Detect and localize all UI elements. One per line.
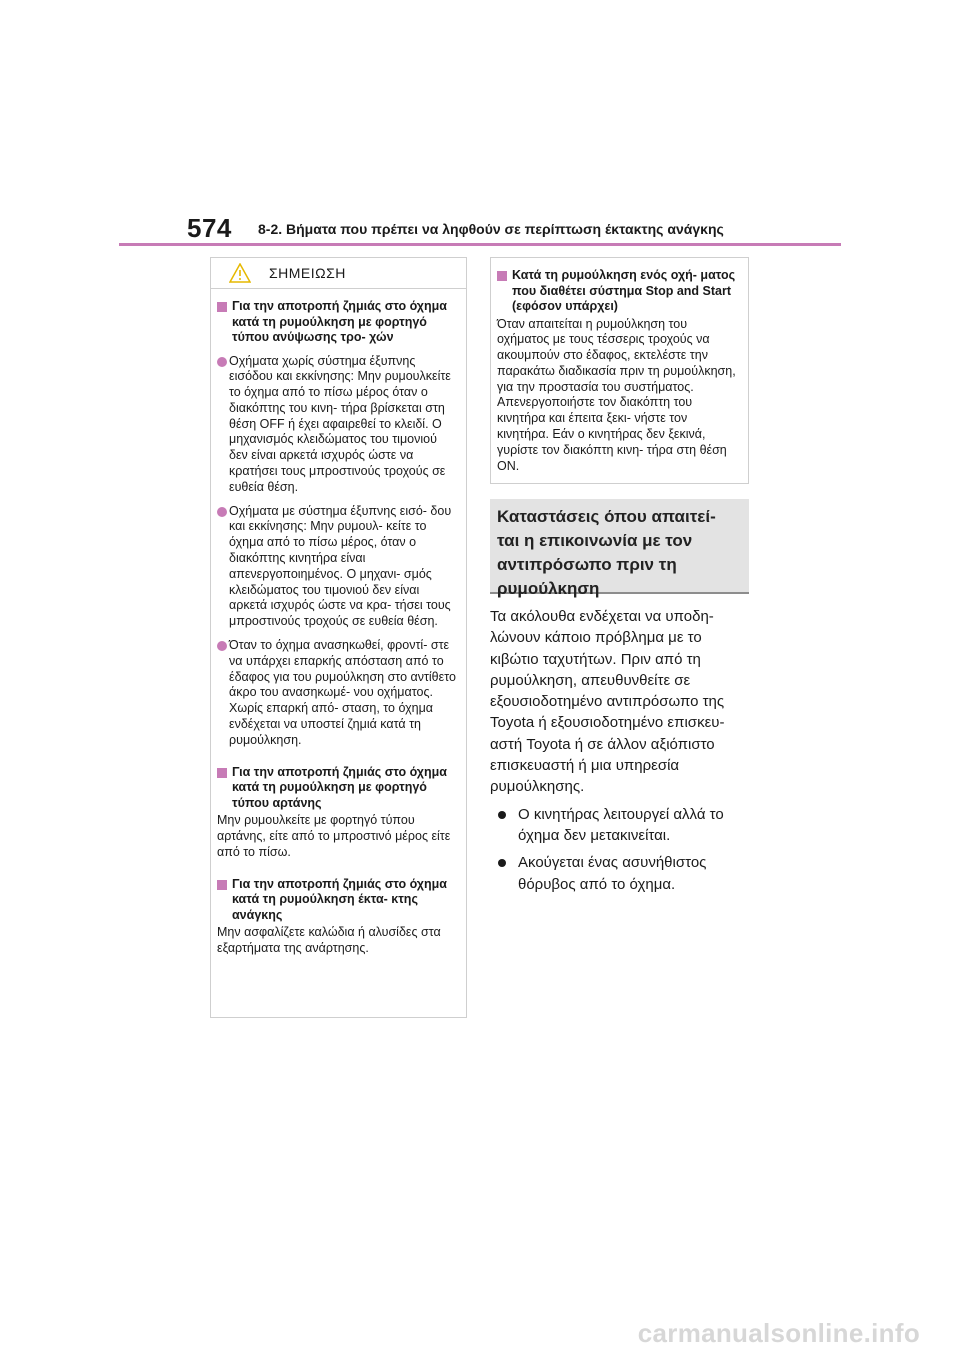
note-label: ΣΗΜΕΙΩΣΗ — [269, 265, 346, 281]
note-paragraph: Μην ασφαλίζετε καλώδια ή αλυσίδες στα εξαρτήματα της ανάρτησης. — [217, 925, 441, 955]
page-number: 574 — [187, 213, 232, 243]
note-paragraph: Μην ρυμουλκείτε με φορτηγό τύπου αρτάνης, είτε από το μπροστινό μέρος είτε από το πίσω. — [217, 813, 451, 859]
square-bullet-icon — [217, 768, 227, 778]
bullet-icon — [498, 811, 506, 819]
note-section-heading: Κατά τη ρυμούλκηση ενός οχή- ματος που διαθέτει σύστημα Stop and Start (εφόσον υπάρχει) — [497, 268, 740, 315]
right-column — [490, 257, 749, 895]
note-section-heading: Για την αποτροπή ζημιάς στο όχημα κατά τη ρυμούλκηση έκτα- κτης ανάγκης — [217, 877, 458, 924]
watermark: carmanualsonline.info — [637, 1318, 920, 1348]
square-bullet-icon — [497, 271, 507, 281]
circle-bullet-icon — [217, 641, 227, 651]
list-item: Ο κινητήρας λειτουργεί αλλά το όχημα δεν μετακινείται. — [490, 804, 749, 847]
note-box — [210, 257, 467, 1018]
stop-start-note — [490, 257, 749, 484]
note-bullet-item: Όταν το όχημα ανασηκωθεί, φροντί- στε να υπάρχει επαρκής απόσταση από το έδαφος για του ρυμούλκηση στο αντίθετο άκρο του ανασηκωμέ- νου οχήματος. Χωρίς επαρκή από- σταση, το όχημα ενδέχεται να υποστεί ζημιά κατά τη ρυμούλκηση. — [217, 638, 458, 749]
circle-bullet-icon — [217, 357, 227, 367]
note-section-heading: Για την αποτροπή ζημιάς στο όχημα κατά τη ρυμούλκηση με φορτηγό τύπου ανύψωσης τρο- χών — [217, 299, 458, 346]
bullet-icon — [498, 859, 506, 867]
section-header-title: 8-2. Βήματα που πρέπει να ληφθούν σε περίπτωση έκτακτης ανάγκης — [258, 221, 724, 237]
note-paragraph: Όταν απαιτείται η ρυμούλκηση του οχήματος με τους τέσσερις τροχούς να ακουμπούν στο έδαφος, εκτελέστε την παρακάτω διαδικασία πριν τη ρυμούλκηση, για την προστασία του συστήματος. Απενεργοποιήστε τον διακόπτη του κινητήρα και έπειτα ξεκι- νήστε τον κινητήρα. Εάν ο κινητήρας δεν ξεκινά, γυρίστε τον διακόπτη κινη- τήρα στη θέση ON. — [497, 316, 736, 473]
note-header — [211, 258, 466, 289]
section-heading-box — [490, 499, 749, 598]
note-section-heading: Για την αποτροπή ζημιάς στο όχημα κατά τη ρυμούλκηση με φορτηγό τύπου αρτάνης — [217, 765, 458, 812]
note-bullet-item: Οχήματα χωρίς σύστημα έξυπνης εισόδου και εκκίνησης: Μην ρυμουλκείτε το όχημα από το πίσω μέρος όταν ο διακόπτης του κινη- τήρα βρίσκεται στη θέση OFF ή έχει αφαιρεθεί το κλειδί. Ο μηχανισμός κλειδώματος του τιμονιού δεν είναι αρκετά ισχυρός ώστε να κρατήσει τους μπροστινούς τροχούς σε ευθεία θέση. — [217, 354, 458, 496]
section-heading: Καταστάσεις όπου απαιτεί- ται η επικοινωνία με τον αντιπρόσωπο πριν τη ρυμούλκηση — [497, 507, 716, 598]
warning-triangle-icon — [229, 263, 251, 283]
note-bullet-item: Οχήματα με σύστημα έξυπνης εισό- δου και εκκίνησης: Μην ρυμουλ- κείτε το όχημα από το πίσω μέρος, όταν ο διακόπτης κινητήρα είναι απενεργοποιημένος. Ο μηχανι- σμός κλειδώματος του τιμονιού δεν είναι αρκετά ισχυρός ώστε να κρα- τήσει τους μπροστινούς τροχούς σε ευθεία θέση. — [217, 504, 458, 630]
square-bullet-icon — [217, 302, 227, 312]
list-item: Ακούγεται ένας ασυνήθιστος θόρυβος από το όχημα. — [490, 852, 749, 895]
header-divider — [119, 243, 841, 246]
square-bullet-icon — [217, 880, 227, 890]
body-paragraph: Τα ακόλουθα ενδέχεται να υποδη- λώνουν κάποιο πρόβλημα με το κιβώτιο ταχυτήτων. Πριν από τη ρυμούλκηση, απευθυνθείτε σε εξουσιοδοτημένο αντιπρόσωπο της Toyota ή εξουσιοδοτημένο επισκευ- αστή Toyota ή σε άλλον αξιόπιστο επισκευαστή ή μια υπηρεσία ρυμούλκησης. — [490, 608, 725, 796]
circle-bullet-icon — [217, 507, 227, 517]
